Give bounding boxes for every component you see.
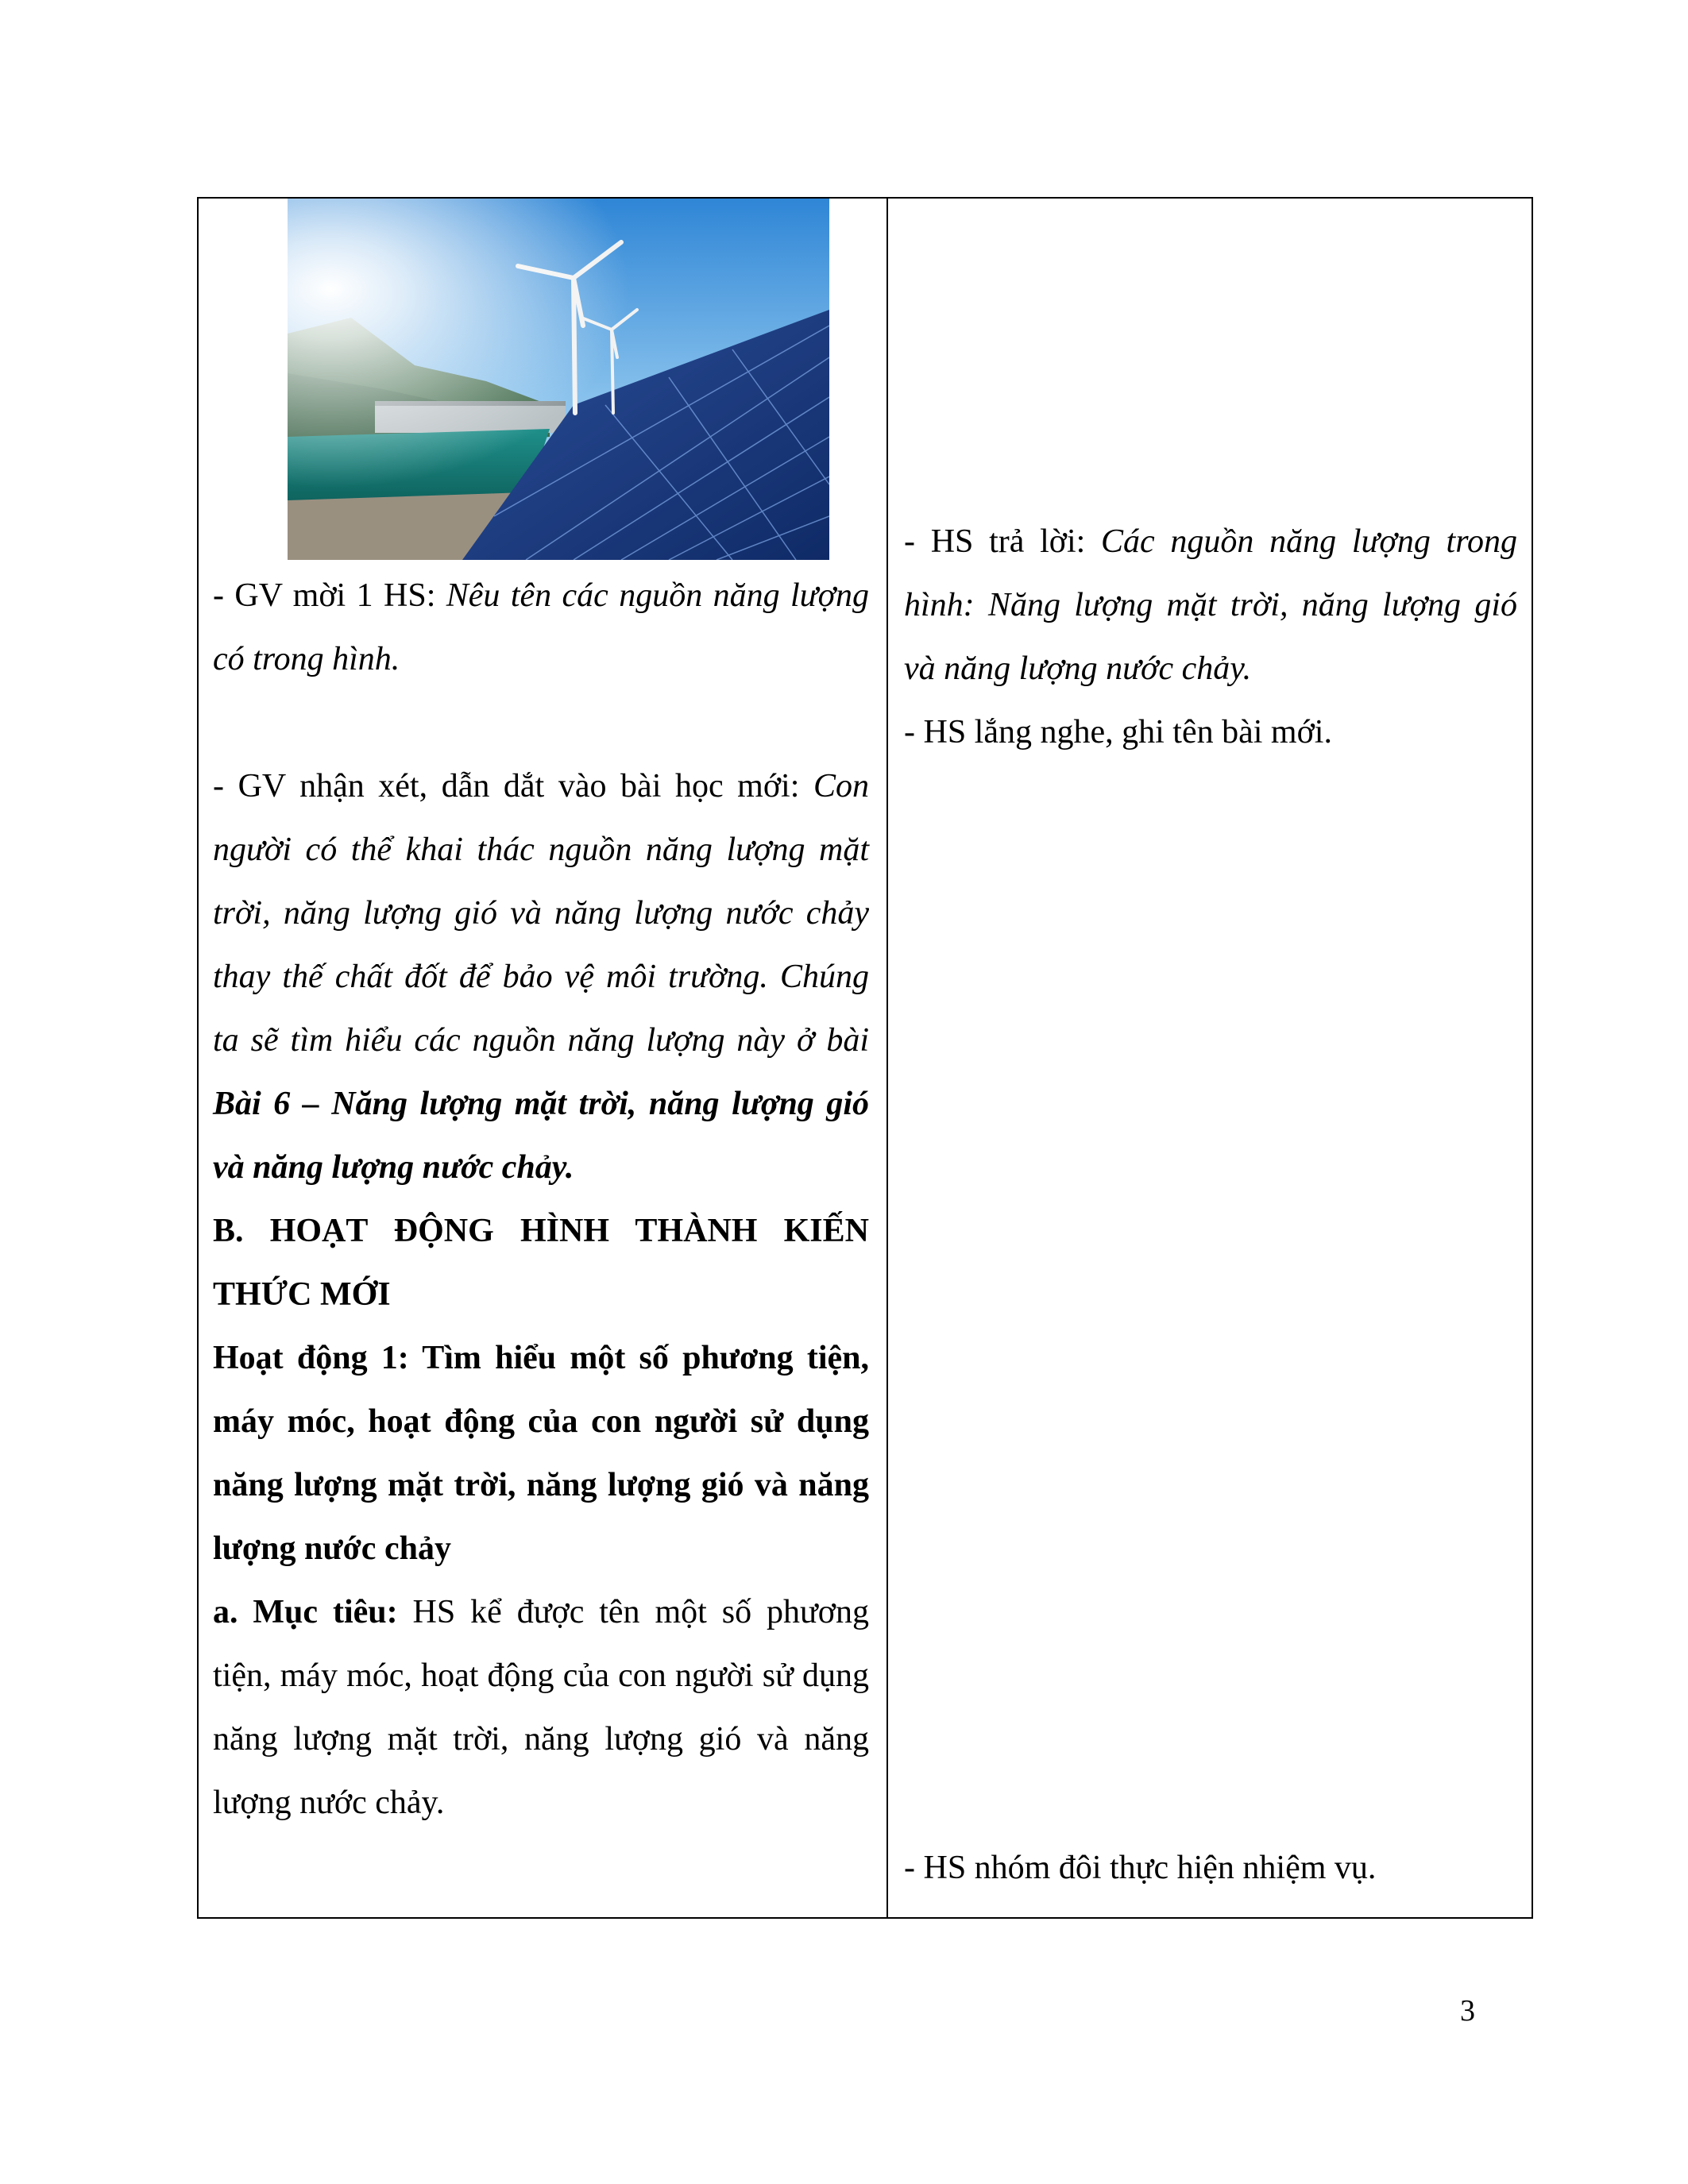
- student-answer-prefix: - HS trả lời:: [904, 523, 1102, 560]
- teacher-question: [213, 564, 869, 691]
- lesson-title: Bài 6 – Năng lượng mặt trời, năng lượng gió và năng lượng nước chảy.: [213, 1086, 869, 1186]
- student-answer: [904, 510, 1517, 700]
- section-b-heading: B. HOẠT ĐỘNG HÌNH THÀNH KIẾN THỨC MỚI: [213, 1213, 869, 1313]
- column-divider: [886, 199, 888, 1917]
- goal-label: a. Mục tiêu:: [213, 1594, 398, 1630]
- student-answer-text: Các nguồn năng lượng trong hình: Năng lượng mặt trời, năng lượng gió và năng lượng nước chảy.: [904, 523, 1517, 687]
- teacher-question-prefix: - GV mời 1 HS:: [213, 577, 446, 614]
- renewable-energy-photo: [288, 199, 829, 560]
- goal-text: HS kể được tên một số phương tiện, máy móc, hoạt động của con người sử dụng năng lượng mặt trời, năng lượng gió và năng lượng nước chảy.: [213, 1594, 869, 1821]
- goal-paragraph: [213, 1580, 869, 1835]
- teacher-comment-prefix: - GV nhận xét, dẫn dắt vào bài học mới:: [213, 768, 813, 805]
- student-listen: - HS lắng nghe, ghi tên bài mới.: [904, 714, 1332, 751]
- page-number: 3: [1460, 1994, 1475, 2028]
- student-pair-work: - HS nhóm đôi thực hiện nhiệm vụ.: [904, 1850, 1377, 1886]
- activity-1-heading: Hoạt động 1: Tìm hiểu một số phương tiện, máy móc, hoạt động của con người sử dụng năng lượng mặt trời, năng lượng gió và năng lượng nước chảy: [213, 1340, 869, 1567]
- teacher-question-text: Nêu tên các nguồn năng lượng có trong hình.: [213, 577, 869, 677]
- teacher-comment-text: Con người có thể khai thác nguồn năng lượng mặt trời, năng lượng gió và năng lượng nước chảy thay thế chất đốt để bảo vệ môi trường. Chúng ta sẽ tìm hiểu các nguồn năng lượng này ở bài: [213, 768, 869, 1059]
- lesson-table: [197, 197, 1533, 1919]
- teacher-comment: [213, 754, 869, 1199]
